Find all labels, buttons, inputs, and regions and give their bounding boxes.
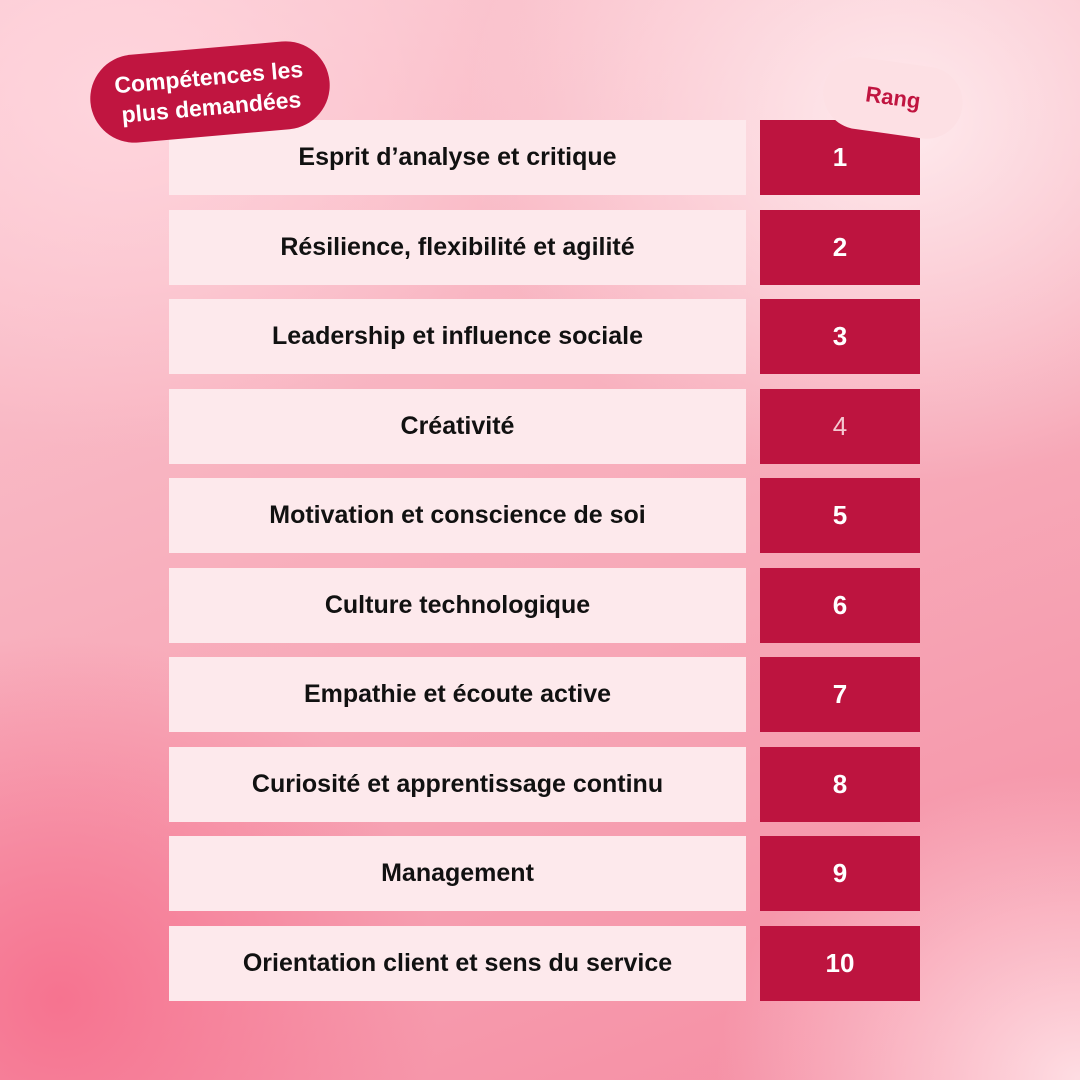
table-row — [169, 389, 920, 464]
rank-cell: 10 — [760, 926, 920, 1001]
rank-cell: 6 — [760, 568, 920, 643]
title-line-1: Compétences les — [113, 55, 305, 99]
rank-cell: 4 — [760, 389, 920, 464]
rank-cell: 2 — [760, 210, 920, 285]
table-row — [169, 210, 920, 285]
skill-cell: Culture technologique — [169, 568, 746, 643]
skill-cell: Empathie et écoute active — [169, 657, 746, 732]
rank-cell: 7 — [760, 657, 920, 732]
page-title — [113, 54, 307, 130]
skill-cell: Esprit d’analyse et critique — [169, 120, 746, 195]
skill-cell: Motivation et conscience de soi — [169, 478, 746, 553]
rank-cell: 5 — [760, 478, 920, 553]
table-row — [169, 926, 920, 1001]
rank-cell: 3 — [760, 299, 920, 374]
skill-cell: Curiosité et apprentissage continu — [169, 747, 746, 822]
skill-cell: Leadership et influence sociale — [169, 299, 746, 374]
table-row — [169, 747, 920, 822]
table-row — [169, 836, 920, 911]
table-row — [169, 478, 920, 553]
skill-cell: Résilience, flexibilité et agilité — [169, 210, 746, 285]
rank-cell: 9 — [760, 836, 920, 911]
table-row — [169, 657, 920, 732]
table-row — [169, 120, 920, 195]
rank-header-label: Rang — [864, 81, 923, 114]
skill-cell: Management — [169, 836, 746, 911]
skill-cell: Orientation client et sens du service — [169, 926, 746, 1001]
skill-cell: Créativité — [169, 389, 746, 464]
rank-cell: 1 — [760, 120, 920, 195]
table-row — [169, 568, 920, 643]
title-line-2: plus demandées — [120, 86, 303, 128]
table-row — [169, 299, 920, 374]
rank-cell: 8 — [760, 747, 920, 822]
